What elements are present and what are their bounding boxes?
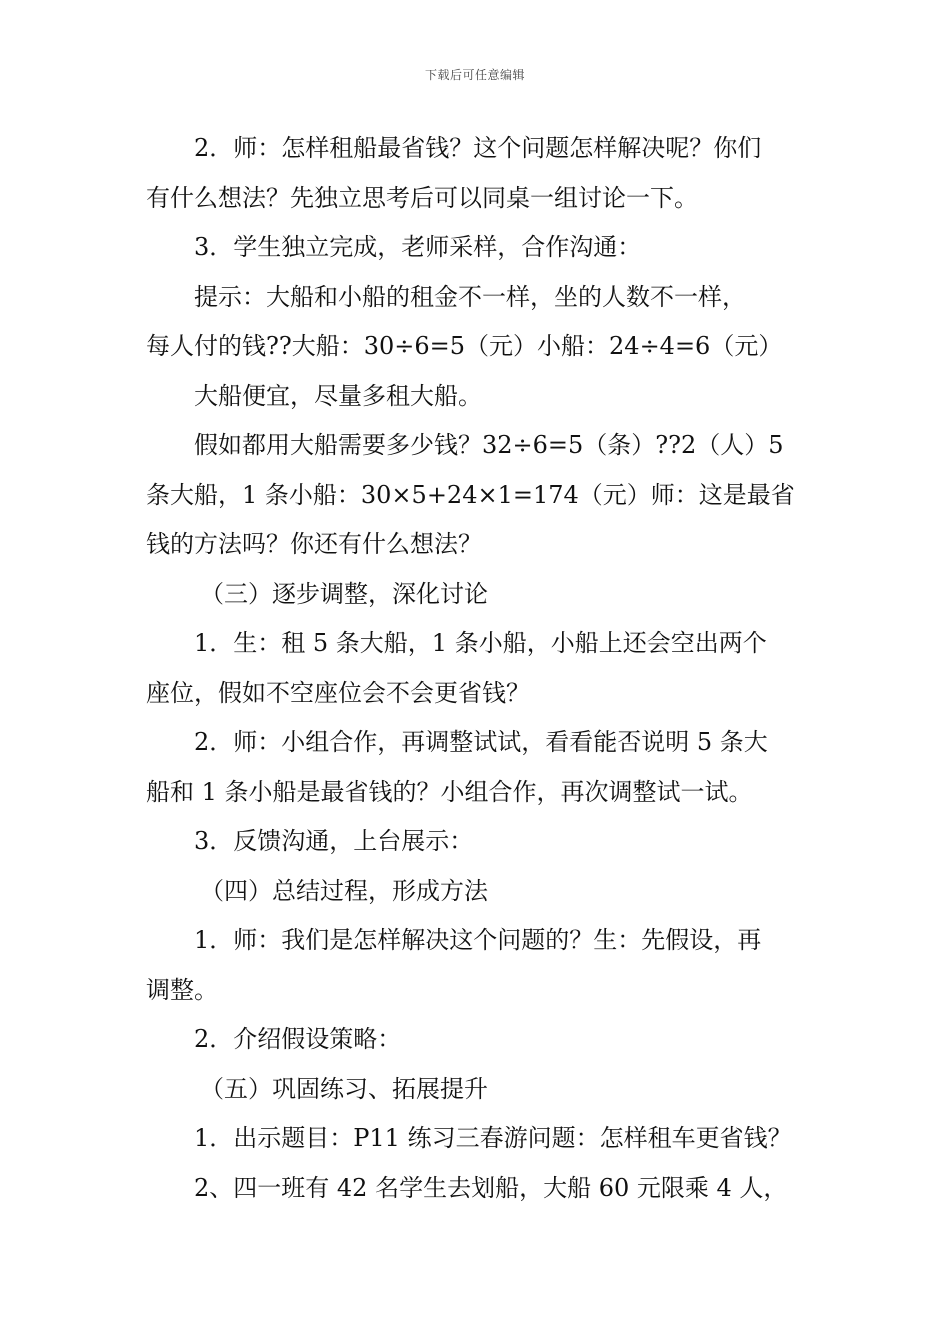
paragraph-line: 每人付的钱??大船：30÷6=5（元）小船：24÷4=6（元） — [146, 332, 783, 360]
paragraph-line: 1．生：租 5 条大船，1 条小船，小船上还会空出两个 — [194, 629, 767, 657]
paragraph-line: 调整。 — [146, 975, 218, 1004]
paragraph-line: 3．学生独立完成，老师采样，合作沟通： — [194, 233, 642, 261]
section-heading: （五）巩固练习、拓展提升 — [200, 1074, 488, 1103]
paragraph-line: 2．师：小组合作，再调整试试，看看能否说明 5 条大 — [194, 728, 768, 756]
paragraph-line: 座位，假如不空座位会不会更省钱？ — [146, 678, 530, 707]
paragraph-line: 有什么想法？先独立思考后可以同桌一组讨论一下。 — [146, 183, 698, 212]
paragraph-line: 1．师：我们是怎样解决这个问题的？生：先假设，再 — [194, 926, 762, 954]
paragraph-line: 钱的方法吗？你还有什么想法？ — [146, 530, 482, 558]
section-heading: （三）逐步调整，深化讨论 — [200, 579, 488, 608]
section-heading: （四）总结过程，形成方法 — [200, 876, 488, 905]
paragraph-line: 2．介绍假设策略： — [194, 1025, 402, 1053]
paragraph-line: 1．出示题目：P11 练习三春游问题：怎样租车更省钱？ — [194, 1124, 792, 1152]
page-header: 下载后可任意编辑 — [424, 68, 525, 82]
paragraph-line: 2．师：怎样租船最省钱？这个问题怎样解决呢？你们 — [194, 134, 762, 162]
paragraph-line: 假如都用大船需要多少钱？32÷6=5（条）??2（人）5 — [194, 431, 784, 459]
paragraph-line: 船和 1 条小船是最省钱的？小组合作，再次调整试一试。 — [146, 777, 753, 806]
paragraph-line: 大船便宜，尽量多租大船。 — [194, 381, 482, 410]
paragraph-line: 条大船，1 条小船：30×5+24×1=174（元）师：这是最省 — [146, 480, 795, 509]
paragraph-line: 2、四一班有 42 名学生去划船，大船 60 元限乘 4 人， — [194, 1173, 788, 1202]
paragraph-line: 3．反馈沟通，上台展示： — [194, 827, 474, 855]
document-body — [146, 124, 810, 1213]
paragraph-line: 提示：大船和小船的租金不一样，坐的人数不一样， — [194, 282, 746, 311]
